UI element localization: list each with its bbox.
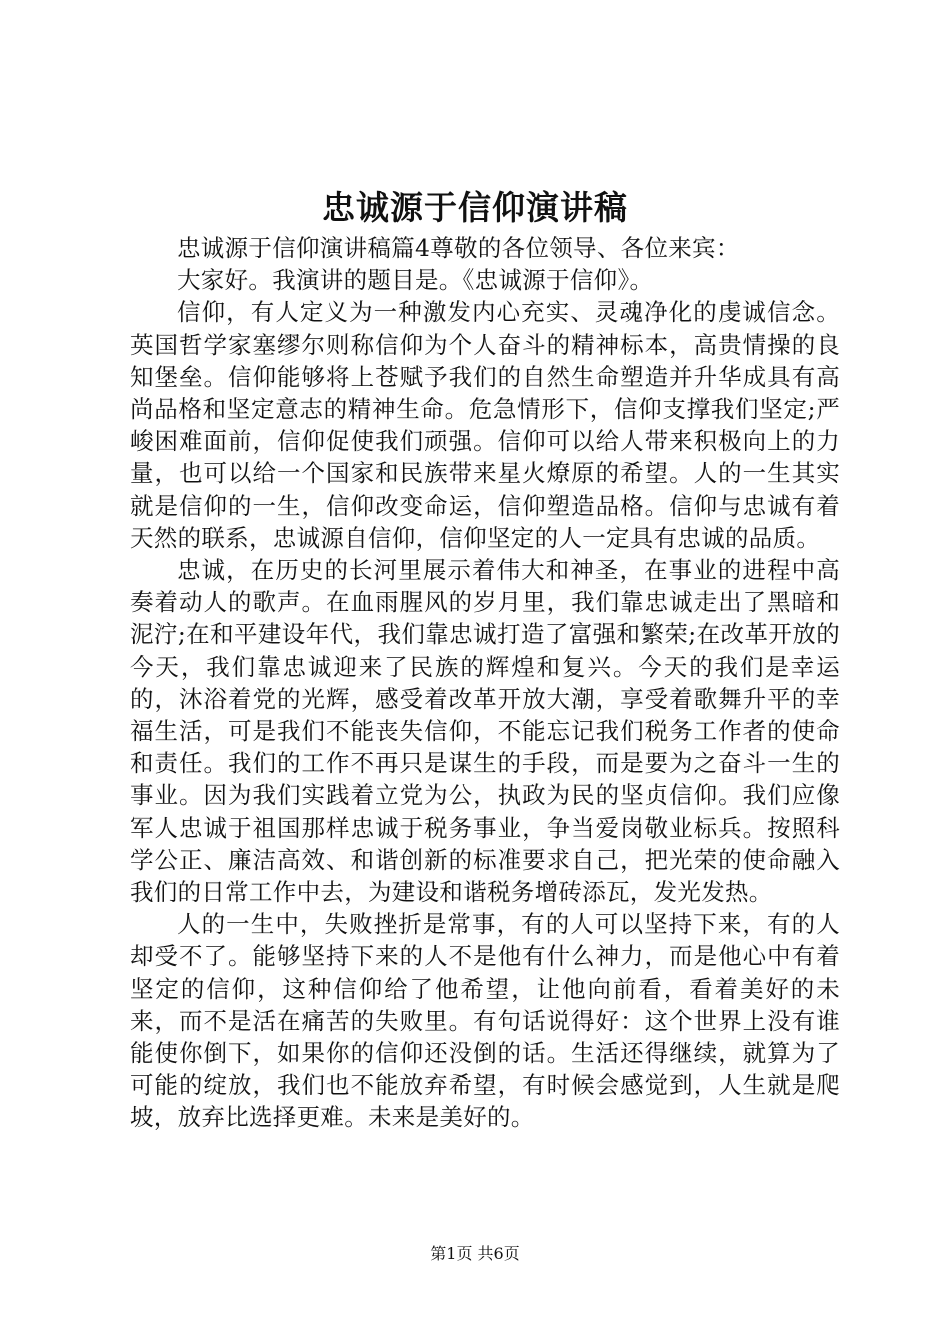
paragraph-intro: 大家好。我演讲的题目是。《忠诚源于信仰》。 — [177, 266, 654, 295]
page-footer: 第1页 共6页 — [430, 1244, 520, 1263]
paragraph-loyalty-history: 忠诚，在历史的长河里展示着伟大和神圣，在事业的进程中高奏着动人的歌声。在血雨腥风的岁月里，我们靠忠诚走出了黑暗和泥泞;在和平建设年代，我们靠忠诚打造了富强和繁荣;在改革开放的今天，我们靠忠诚迎来了民族的辉煌和复兴。今天的我们是幸运的，沐浴着党的光辉，感受着改革开放大潮，享受着歌舞升平的幸福生活，可是我们不能丧失信仰，不能忘记我们税务工作者的使命和责任。我们的工作不再只是谋生的手段，而是要为之奋斗一生的事业。因为我们实践着立党为公，执政为民的坚贞信仰。我们应像军人忠诚于祖国那样忠诚于税务事业，争当爱岗敬业标兵。按照科学公正、廉洁高效、和谐创新的标准要求自己，把光荣的使命融入我们的日常工作中去，为建设和谐税务增砖添瓦，发光发热。 — [130, 556, 840, 907]
document-title: 忠诚源于信仰演讲稿 — [322, 188, 628, 227]
document-body — [130, 232, 840, 1134]
paragraph-faith-definition: 信仰，有人定义为一种激发内心充实、灵魂净化的虔诚信念。英国哲学家塞缪尔则称信仰为个人奋斗的精神标本，高贵情操的良知堡垒。信仰能够将上苍赋予我们的自然生命塑造并升华成具有高尚品格和坚定意志的精神生命。危急情形下，信仰支撑我们坚定;严峻困难面前，信仰促使我们顽强。信仰可以给人带来积极向上的力量，也可以给一个国家和民族带来星火燎原的希望。人的一生其实就是信仰的一生，信仰改变命运，信仰塑造品格。信仰与忠诚有着天然的联系，忠诚源自信仰，信仰坚定的人一定具有忠诚的品质。 — [130, 298, 840, 552]
paragraph-perseverance: 人的一生中，失败挫折是常事，有的人可以坚持下来，有的人却受不了。能够坚持下来的人不是他有什么神力，而是他心中有着坚定的信仰，这种信仰给了他希望，让他向前看，看着美好的未来，而不是活在痛苦的失败里。有句话说得好：这个世界上没有谁能使你倒下，如果你的信仰还没倒的话。生活还得继续，就算为了可能的绽放，我们也不能放弃希望，有时候会感觉到，人生就是爬坡，放弃比选择更难。未来是美好的。 — [130, 910, 840, 1132]
paragraph-greeting: 忠诚源于信仰演讲稿篇4尊敬的各位领导、各位来宾： — [177, 234, 740, 262]
